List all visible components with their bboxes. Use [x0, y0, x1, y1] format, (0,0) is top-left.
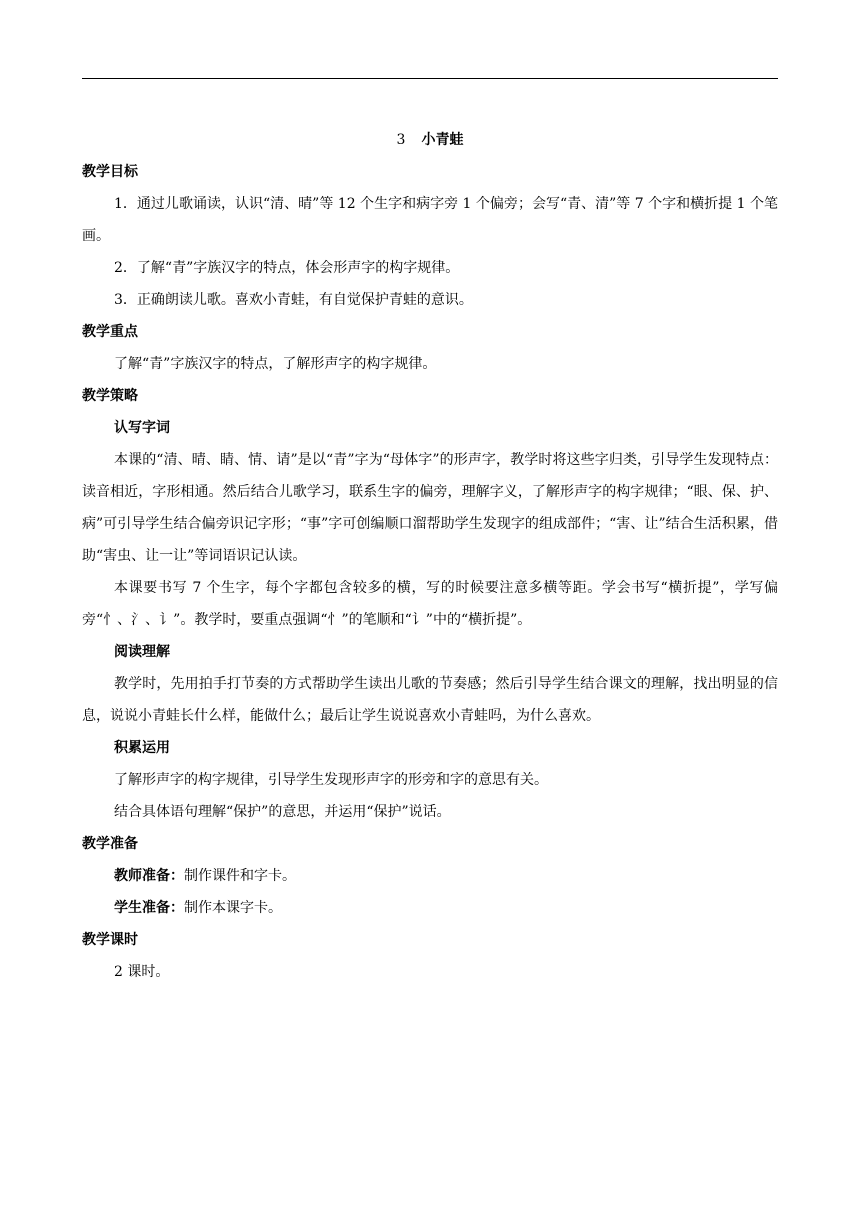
reading-writing-paragraph-1: 本课的“清、晴、睛、情、请”是以“青”字为“母体字”的形声字，教学时将这些字归类，引导学生发现特点：读音相近，字形相通。然后结合儿歌学习，联系生字的偏旁，理解字义，了解形声字的构字规律；“眼、保、护、病”可引导学生结合偏旁识记字形；“事”字可创编顺口溜帮助学生发现字的组成部件；“害、让”结合生活积累，借助“害虫、让一让”等词语识记认读。: [82, 452, 778, 564]
comprehension-heading: 阅读理解: [114, 644, 170, 660]
lesson-title-text: 小青蛙: [421, 132, 464, 148]
goals-heading: 教学目标: [82, 164, 138, 180]
teacher-preparation-text: 制作课件和字卡。: [184, 868, 296, 884]
goal-item-2: 2．了解“青”字族汉字的特点，体会形声字的构字规律。: [114, 260, 460, 276]
lesson-title: [82, 124, 778, 156]
teacher-preparation-label: 教师准备：: [114, 868, 184, 884]
application-paragraph-1: 了解形声字的构字规律，引导学生发现形声字的形旁和字的意思有关。: [114, 772, 548, 788]
goal-item-1: 1．通过儿歌诵读，认识“清、晴”等 12 个生字和病字旁 1 个偏旁；会写“青、清”等 7 个字和横折提 1 个笔画。: [82, 196, 778, 244]
lesson-number: 3: [396, 132, 406, 148]
reading-writing-paragraph-2: 本课要书写 7 个生字，每个字都包含较多的横，写的时候要注意多横等距。学会书写“横折提”，学写偏旁“忄、氵、讠”。教学时，要重点强调“忄”的笔顺和“讠”中的“横折提”。: [82, 580, 778, 628]
strategy-heading: 教学策略: [82, 388, 138, 404]
student-preparation-label: 学生准备：: [114, 900, 184, 916]
key-points-text: 了解“青”字族汉字的特点，了解形声字的构字规律。: [114, 356, 437, 372]
reading-writing-heading: 认写字词: [114, 420, 170, 436]
key-points-heading: 教学重点: [82, 324, 138, 340]
periods-text: 2 课时。: [114, 964, 170, 980]
document-body: [82, 124, 778, 988]
preparation-heading: 教学准备: [82, 836, 138, 852]
student-preparation-text: 制作本课字卡。: [184, 900, 282, 916]
goal-item-3: 3．正确朗读儿歌。喜欢小青蛙，有自觉保护青蛙的意识。: [114, 292, 473, 308]
header-rule: [82, 78, 778, 79]
application-heading: 积累运用: [114, 740, 170, 756]
student-preparation: [82, 892, 778, 924]
periods-heading: 教学课时: [82, 932, 138, 948]
comprehension-paragraph-1: 教学时，先用拍手打节奏的方式帮助学生读出儿歌的节奏感；然后引导学生结合课文的理解，找出明显的信息，说说小青蛙长什么样，能做什么；最后让学生说说喜欢小青蛙吗，为什么喜欢。: [82, 676, 778, 724]
application-paragraph-2: 结合具体语句理解“保护”的意思，并运用“保护”说话。: [114, 804, 451, 820]
teacher-preparation: [82, 860, 778, 892]
